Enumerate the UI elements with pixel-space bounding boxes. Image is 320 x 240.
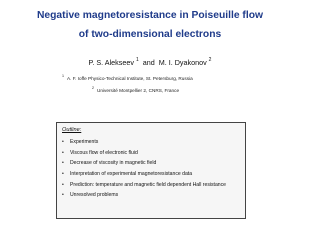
affiliation-1-mark: 1 (62, 74, 64, 78)
outline-heading: Outline: (62, 127, 82, 133)
list-item (62, 169, 226, 180)
affiliation-2-mark: 2 (92, 86, 94, 90)
bullet-icon: • (62, 149, 64, 156)
list-item (62, 180, 226, 191)
list-item (62, 190, 226, 201)
list-item-text: Viscous flow of electronic fluid (70, 149, 138, 156)
outline-list (62, 137, 226, 201)
author-1-affiliation-mark: 1 (135, 57, 139, 63)
authors-line (0, 57, 300, 67)
bullet-icon: • (62, 171, 64, 178)
list-item-text: Unresolved problems (70, 192, 119, 199)
affiliation-2-text: Université Montpellier 2, CNRS, France (97, 88, 180, 93)
bullet-icon: • (62, 192, 64, 199)
affiliation-1 (62, 74, 193, 81)
list-item (62, 137, 226, 148)
author-1: P. S. Alekseev (88, 58, 134, 67)
list-item-text: Prediction: temperature and magnetic field dependent Hall resistance (70, 181, 227, 188)
author-2: M. I. Dyakonov (158, 58, 207, 67)
author-connector: and (140, 58, 157, 67)
affiliation-2 (92, 86, 179, 93)
list-item-text: Experiments (70, 139, 99, 145)
affiliation-1-text: A. F. Ioffe Physico-Technical Institute, St. Petersburg, Russia (67, 76, 193, 81)
list-item-text: Decrease of viscosity in magnetic field (70, 160, 157, 167)
bullet-icon: • (62, 181, 64, 188)
title-line-1: Negative magnetoresistance in Poiseuille flow (36, 10, 264, 21)
title-line-2: of two-dimensional electrons (78, 29, 222, 40)
list-item (62, 148, 226, 159)
bullet-icon: • (62, 139, 64, 145)
slide-title (0, 6, 300, 44)
list-item-text: Interpretation of experimental magnetoresistance data (70, 171, 193, 178)
list-item (62, 158, 226, 169)
author-2-affiliation-mark: 2 (208, 57, 212, 63)
bullet-icon: • (62, 160, 64, 167)
outline-box (56, 122, 246, 219)
